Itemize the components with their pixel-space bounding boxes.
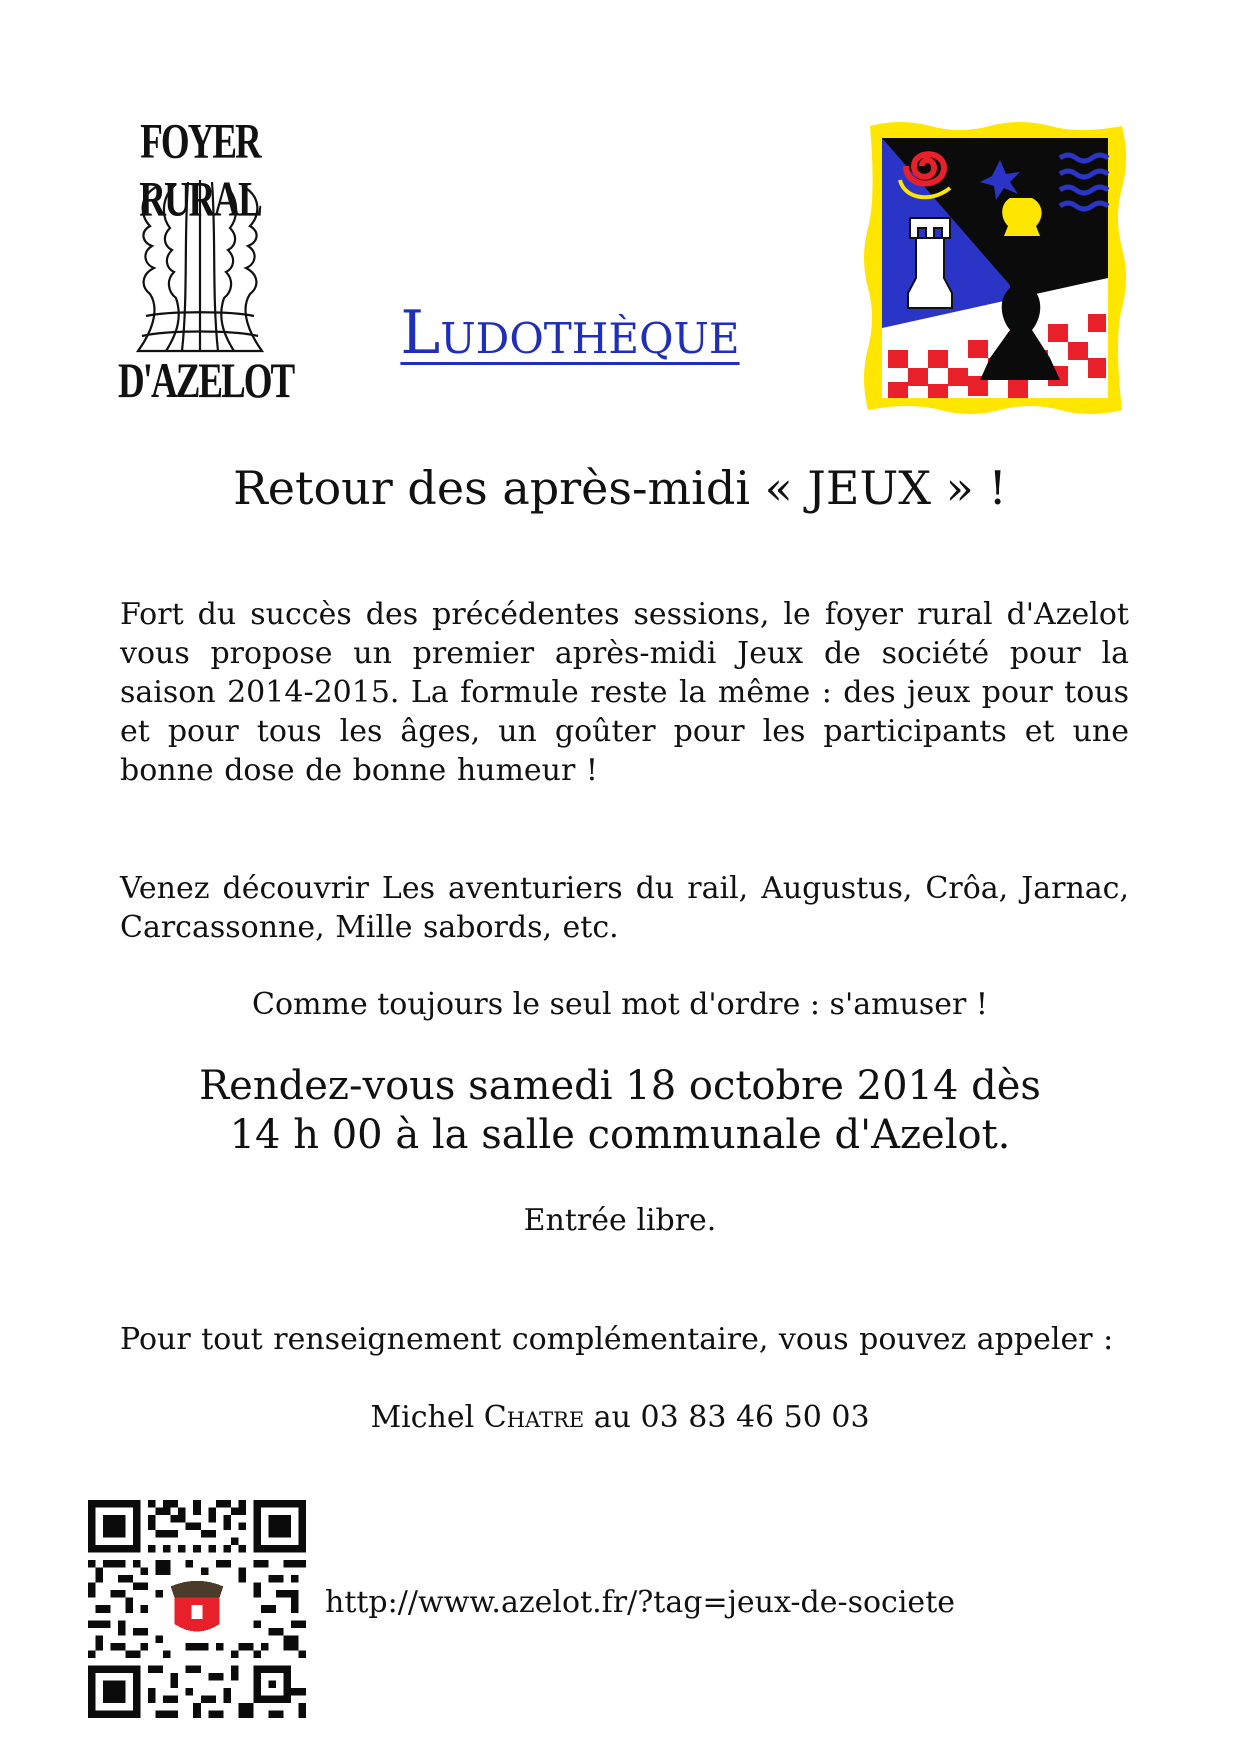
qr-code-icon bbox=[88, 1500, 306, 1718]
logo-bottom-text: D'AZELOT bbox=[118, 353, 294, 410]
subtitle: Retour des après-midi « JEUX » ! bbox=[233, 461, 1007, 515]
contact-connector: au bbox=[593, 1400, 631, 1435]
qr-code[interactable] bbox=[88, 1500, 306, 1718]
motto: Comme toujours le seul mot d'ordre : s'amuser ! bbox=[252, 987, 988, 1022]
games-logo bbox=[860, 118, 1130, 418]
intro-paragraph: Fort du succès des précédentes sessions, le foyer rural d'Azelot vous propose un premier après-midi Jeux de société pour la saison 2014-2015. La formule reste la même : des jeux pour tous et pour tous les âges, un goûter pour les participants et une bonne dose de bonne humeur ! bbox=[120, 597, 1129, 788]
rendezvous-line-1: Rendez-vous samedi 18 octobre 2014 dès bbox=[199, 1063, 1041, 1109]
chess-board-icon bbox=[860, 118, 1130, 418]
website-link[interactable]: http://www.azelot.fr/?tag=jeux-de-societe bbox=[325, 1585, 955, 1620]
foyer-rural-logo bbox=[118, 114, 294, 410]
page-title: Ludothèque bbox=[400, 298, 740, 368]
entry-note: Entrée libre. bbox=[523, 1203, 717, 1238]
logo-top-text: FOYER RURAL bbox=[139, 114, 261, 228]
contact-last-name: Chatre bbox=[483, 1400, 585, 1435]
contact-line bbox=[0, 1398, 1240, 1437]
info-paragraph: Pour tout renseignement complémentaire, vous pouvez appeler : bbox=[120, 1322, 1114, 1357]
rendezvous-line-2: 14 h 00 à la salle communale d'Azelot. bbox=[229, 1112, 1011, 1158]
rendezvous bbox=[0, 1062, 1240, 1160]
contact-first-name: Michel bbox=[370, 1400, 475, 1435]
contact-phone[interactable]: 03 83 46 50 03 bbox=[640, 1400, 870, 1435]
chess-heads-icon bbox=[128, 176, 272, 366]
games-paragraph: Venez découvrir Les aventuriers du rail, Augustus, Crôa, Jarnac, Carcassonne, Mille sabords, etc. bbox=[120, 871, 1129, 945]
